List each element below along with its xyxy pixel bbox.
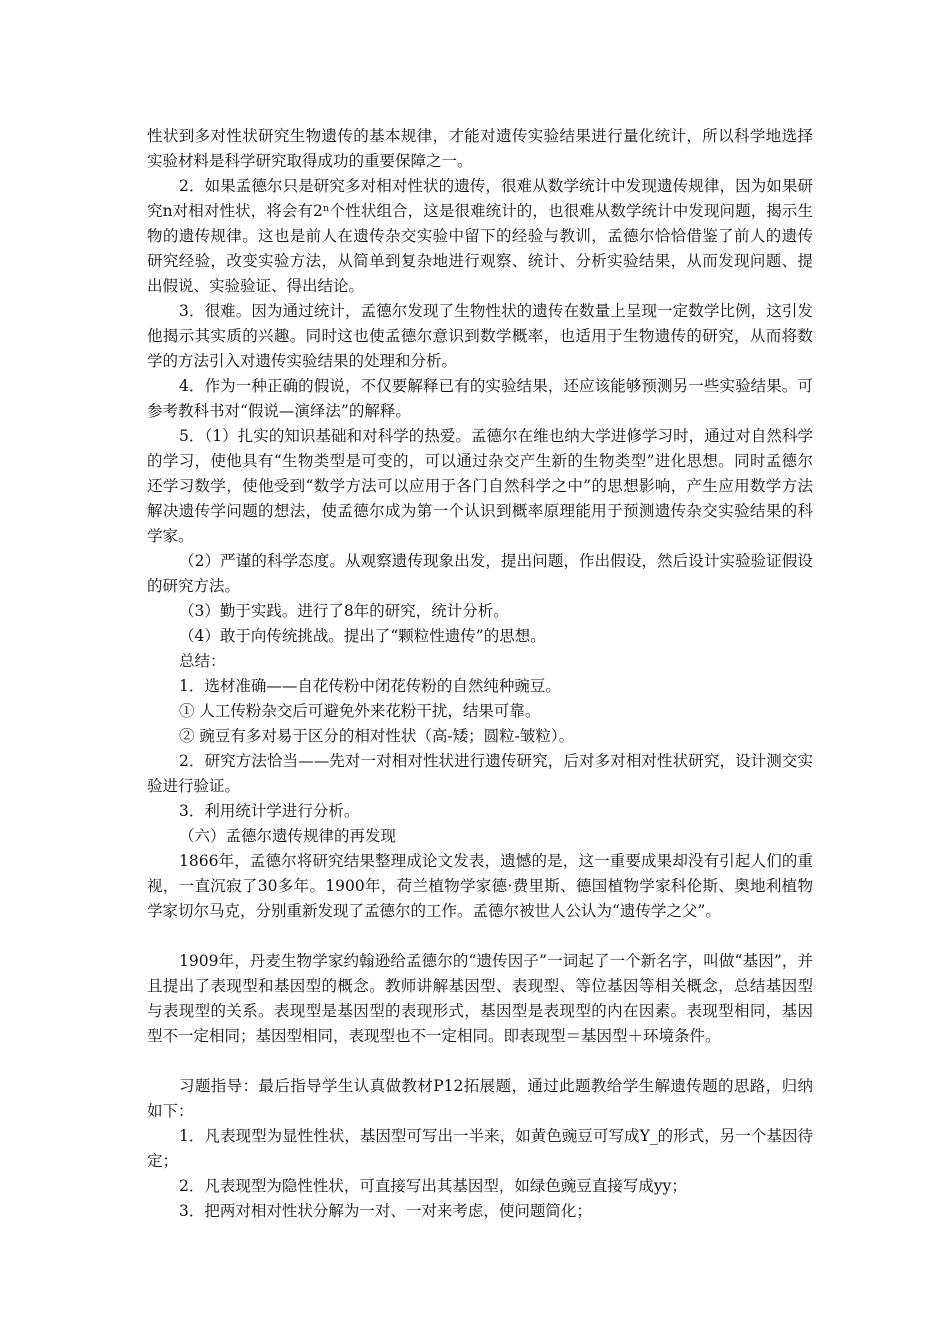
exercise-item-2: 2．凡表现型为隐性性状，可直接写出其基因型，如绿色豌豆直接写成yy； (179, 1177, 687, 1195)
section-heading: （六）孟德尔遗传规律的再发现 (179, 827, 397, 845)
paragraph-8: （4）敢于向传统挑战。提出了“颗粒性遗传”的思想。 (179, 627, 546, 645)
paragraph-2: 2．如果孟德尔只是研究多对相对性状的遗传，很难从数学统计中发现遗传规律，因为如果研究n对相对性状，将会有2ⁿ个性状组合，这是很难统计的，也很难从数学统计中发现问题，揭示生物的遗传规律。这也是前人在遗传杂交实验中留下的经验与教训，孟德尔恰恰借鉴了前人的遗传研究经验，改变实验方法，从简单到复杂地进行观察、统计、分析实验结果，从而发现问题、提出假说、实验验证、得出结论。 (147, 177, 813, 295)
summary-item-3: 3．利用统计学进行分析。 (179, 802, 360, 820)
paragraph-3: 3．很难。因为通过统计，孟德尔发现了生物性状的遗传在数量上呈现一定数学比例，这引发他揭示其实质的兴趣。同时这也使孟德尔意识到数学概率，也适用于生物遗传的研究，从而将数学的方法引入对遗传实验结果的处理和分析。 (147, 302, 813, 370)
paragraph-history: 1866年，孟德尔将研究结果整理成论文发表，遗憾的是，这一重要成果却没有引起人们的重视，一直沉寂了30多年。1900年，荷兰植物学家德·费里斯、德国植物学家科伦斯、奥地利植物学家切尔马克，分别重新发现了孟德尔的工作。孟德尔被世人公认为“遗传学之父”。 (147, 852, 813, 920)
summary-item-2: 2．研究方法恰当——先对一对相对性状进行遗传研究，后对多对相对性状研究，设计测交实验进行验证。 (147, 752, 813, 795)
paragraph-exercise: 习题指导：最后指导学生认真做教材P12拓展题，通过此题教给学生解遗传题的思路，归纳如下： (147, 1077, 813, 1120)
paragraph-7: （3）勤于实践。进行了8年的研究，统计分析。 (179, 602, 509, 620)
paragraph-5: 5．（1）扎实的知识基础和对科学的热爱。孟德尔在维也纳大学进修学习时，通过对自然科学的学习，使他具有“生物类型是可变的，可以通过杂交产生新的生物类型”进化思想。同时孟德尔还学习数学，使他受到“数学方法可以应用于各门自然科学之中”的思想影响，产生应用数学方法解决遗传学问题的想法，使孟德尔成为第一个认识到概率原理能用于预测遗传杂交实验结果的科学家。 (147, 427, 813, 545)
summary-subitem-2: ② 豌豆有多对易于区分的相对性状（高-矮；圆粒-皱粒）。 (179, 727, 575, 745)
exercise-item-3: 3．把两对相对性状分解为一对、一对来考虑，使问题简化； (179, 1202, 592, 1220)
paragraph-1: 性状到多对性状研究生物遗传的基本规律，才能对遗传实验结果进行量化统计，所以科学地选择实验材料是科学研究取得成功的重要保障之一。 (147, 127, 813, 170)
summary-heading: 总结： (179, 652, 226, 670)
paragraph-6: （2）严谨的科学态度。从观察遗传现象出发，提出问题，作出假设，然后设计实验验证假设的研究方法。 (147, 552, 813, 595)
paragraph-4: 4．作为一种正确的假说，不仅要解释已有的实验结果，还应该能够预测另一些实验结果。可参考教科书对“假说—演绎法”的解释。 (147, 377, 813, 420)
summary-item-1: 1．选材准确——自花传粉中闭花传粉的自然纯种豌豆。 (179, 677, 561, 695)
exercise-item-1: 1．凡表现型为显性性状，基因型可写出一半来，如黄色豌豆可写成Y_的形式，另一个基因待定； (147, 1127, 813, 1170)
summary-subitem-1: ① 人工传粉杂交后可避免外来花粉干扰，结果可靠。 (179, 702, 541, 720)
paragraph-gene: 1909年，丹麦生物学家约翰逊给孟德尔的“遗传因子”一词起了一个新名字，叫做“基因”，并且提出了表现型和基因型的概念。教师讲解基因型、表现型、等位基因等相关概念，总结基因型与表现型的关系。表现型是基因型的表现形式，基因型是表现型的内在因素。表现型相同，基因型不一定相同；基因型相同，表现型也不一定相同。即表现型＝基因型＋环境条件。 (147, 952, 813, 1045)
